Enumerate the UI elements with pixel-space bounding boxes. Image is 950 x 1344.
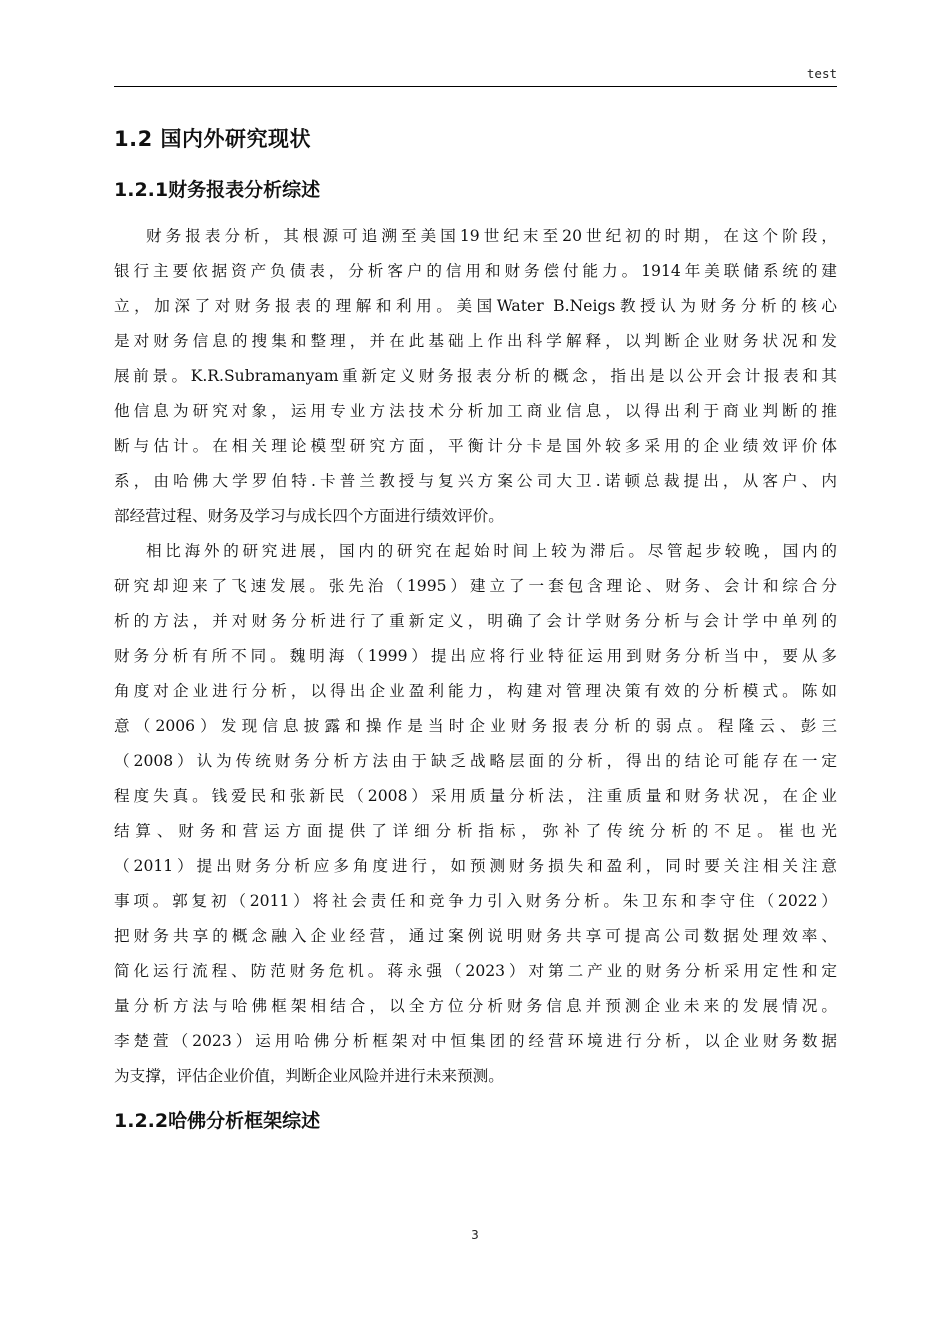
subsection-heading-1-2-1: 1.2.1财务报表分析综述: [114, 179, 321, 201]
text-line: 系，由哈佛大学罗伯特.卡普兰教授与复兴方案公司大卫.诺顿总裁提出，从客户、内: [114, 472, 837, 490]
text-line: 简化运行流程、防范财务危机。蒋永强（2023）对第二产业的财务分析采用定性和定: [114, 962, 837, 980]
paragraph-2: [114, 534, 837, 1094]
text-line: 把财务共享的概念融入企业经营，通过案例说明财务共享可提高公司数据处理效率、: [114, 927, 837, 945]
text-line: 断与估计。在相关理论模型研究方面，平衡计分卡是国外较多采用的企业绩效评价体: [114, 437, 837, 455]
text-line: 财务分析有所不同。魏明海（1999）提出应将行业特征运用到财务分析当中，要从多: [114, 647, 837, 665]
text-line: 是对财务信息的搜集和整理，并在此基础上作出科学解释，以判断企业财务状况和发: [114, 332, 837, 350]
text-line: 部经营过程、财务及学习与成长四个方面进行绩效评价。: [114, 507, 504, 525]
text-line: 银行主要依据资产负债表，分析客户的信用和财务偿付能力。1914年美联储系统的建: [114, 262, 837, 280]
text-line: 结算、财务和营运方面提供了详细分析指标，弥补了传统分析的不足。崔也光: [114, 822, 837, 840]
paragraph-1: [114, 219, 837, 534]
text-line: 财务报表分析，其根源可追溯至美国19世纪末至20世纪初的时期，在这个阶段，: [146, 227, 837, 245]
text-line: 意（2006）发现信息披露和操作是当时企业财务报表分析的弱点。程隆云、彭三: [114, 717, 837, 735]
text-line: （2011）提出财务分析应多角度进行，如预测财务损失和盈利，同时要关注相关注意: [114, 857, 837, 875]
text-line: 事项。郭复初（2011）将社会责任和竞争力引入财务分析。朱卫东和李守住（2022）: [114, 892, 837, 910]
text-line: 李楚萱（2023）运用哈佛分析框架对中恒集团的经营环境进行分析，以企业财务数据: [114, 1032, 837, 1050]
text-line: 程度失真。钱爱民和张新民（2008）采用质量分析法，注重质量和财务状况，在企业: [114, 787, 837, 805]
section-heading: 1.2 国内外研究现状: [114, 127, 312, 151]
page-number: 3: [471, 1228, 479, 1242]
text-line: 析的方法，并对财务分析进行了重新定义，明确了会计学财务分析与会计学中单列的: [114, 612, 837, 630]
text-line: 展前景。K.R.Subramanyam重新定义财务报表分析的概念，指出是以公开会计报表和其: [114, 367, 837, 385]
header-rule: [114, 86, 837, 87]
subsection-heading-1-2-2: 1.2.2哈佛分析框架综述: [114, 1110, 321, 1132]
main-content: [114, 118, 837, 1142]
text-line: 相比海外的研究进展，国内的研究在起始时间上较为滞后。尽管起步较晚，国内的: [146, 542, 837, 560]
text-line: 角度对企业进行分析，以得出企业盈利能力，构建对管理决策有效的分析模式。陈如: [114, 682, 837, 700]
running-header: test: [806, 66, 837, 81]
text-line: 量分析方法与哈佛框架相结合，以全方位分析财务信息并预测企业未来的发展情况。: [114, 997, 837, 1015]
text-line: 为支撑，评估企业价值，判断企业风险并进行未来预测。: [114, 1067, 504, 1085]
subsection-body-1-2-1: [114, 211, 837, 1094]
text-line: 他信息为研究对象，运用专业方法技术分析加工商业信息，以得出利于商业判断的推: [114, 402, 837, 420]
text-line: （2008）认为传统财务分析方法由于缺乏战略层面的分析，得出的结论可能存在一定: [114, 752, 837, 770]
text-line: 立，加深了对财务报表的理解和利用。美国Water B.Neigs教授认为财务分析的核心: [114, 297, 837, 315]
text-line: 研究却迎来了飞速发展。张先治（1995）建立了一套包含理论、财务、会计和综合分: [114, 577, 837, 595]
